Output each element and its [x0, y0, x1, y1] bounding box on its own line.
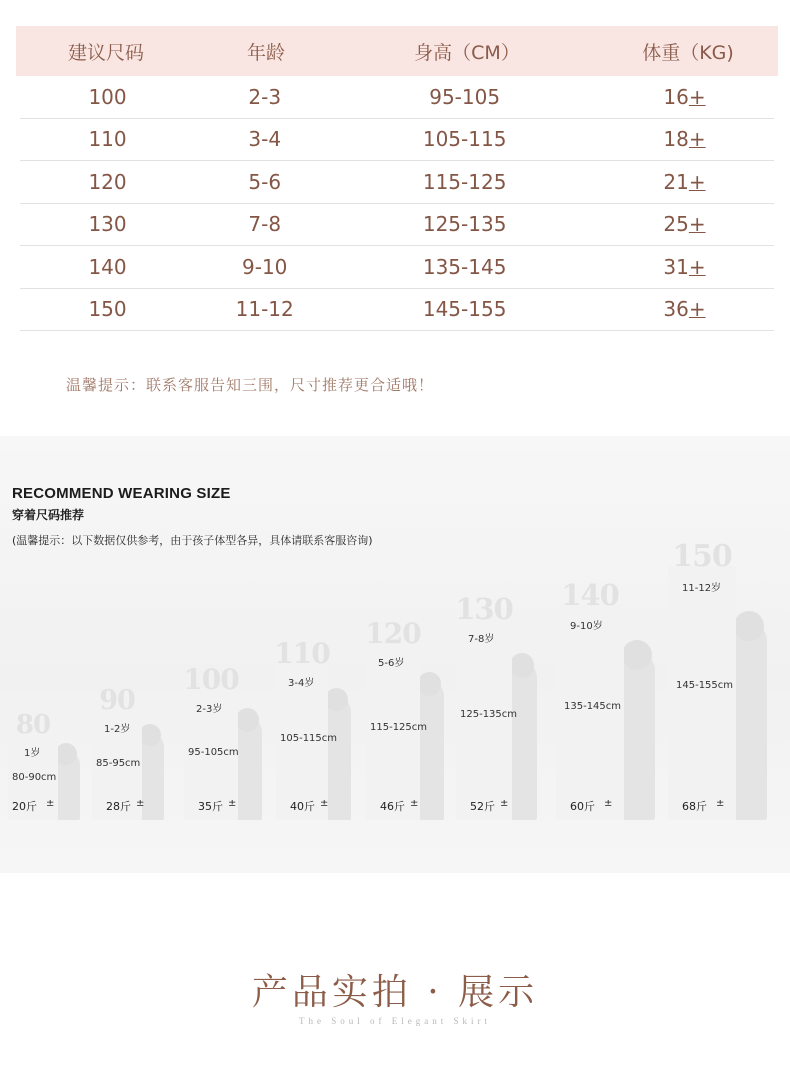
- child-silhouette-head: [510, 653, 535, 678]
- size-table-body: [20, 76, 774, 331]
- size-weight-plusminus: ±: [500, 798, 509, 809]
- cell-weight: [595, 297, 774, 321]
- showcase-subtitle: The Soul of Elegant Skirt: [299, 1016, 491, 1026]
- cell-size: 140: [88, 254, 127, 279]
- cell-age: 2-3: [248, 84, 282, 109]
- weight-plusminus: +: [688, 127, 706, 152]
- size-number: 110: [274, 637, 330, 670]
- cell-height: 145-155: [422, 297, 507, 322]
- weight-value: 18: [663, 127, 689, 152]
- header-height: 身高（CM）: [414, 41, 520, 64]
- size-table-row: [20, 204, 774, 247]
- cell-size: 110: [88, 127, 127, 152]
- size-number: 120: [365, 617, 421, 650]
- recommend-title: RECOMMEND WEARING SIZE: [12, 485, 231, 502]
- size-weight: 28斤: [106, 800, 131, 813]
- size-table-row: [20, 161, 774, 204]
- size-height: 125-135cm: [460, 709, 518, 720]
- cell-size: 150: [88, 297, 127, 322]
- size-height: 80-90cm: [12, 772, 57, 783]
- header-weight: 体重（KG): [642, 41, 734, 64]
- size-weight: 60斤: [570, 800, 595, 813]
- cell-age: 11-12: [235, 297, 294, 322]
- cell-height: 135-145: [422, 254, 507, 279]
- size-age: 2-3岁: [196, 704, 223, 715]
- size-age: 11-12岁: [682, 583, 722, 594]
- cell-size: 130: [88, 212, 127, 237]
- size-table-row: [20, 289, 774, 332]
- size-weight-plusminus: ±: [136, 798, 145, 809]
- weight-value: 25: [663, 212, 689, 237]
- weight-plusminus: +: [688, 84, 706, 109]
- weight-value: 21: [663, 169, 689, 194]
- size-card: [556, 604, 624, 820]
- size-tip: 温馨提示：联系客服告知三围，尺寸推荐更合适哦！: [66, 376, 435, 394]
- size-age: 1-2岁: [104, 724, 131, 735]
- weight-value: 36: [663, 297, 689, 322]
- weight-plusminus: +: [688, 169, 706, 194]
- size-weight: 68斤: [682, 800, 707, 813]
- size-height: 95-105cm: [188, 747, 239, 758]
- recommend-section: [0, 436, 790, 873]
- size-number: 80: [15, 710, 51, 740]
- cell-age: 7-8: [248, 212, 282, 237]
- size-weight: 46斤: [380, 800, 405, 813]
- size-height: 115-125cm: [370, 722, 428, 733]
- size-age: 5-6岁: [378, 658, 405, 669]
- size-weight-plusminus: ±: [320, 798, 329, 809]
- cell-height: 95-105: [429, 84, 501, 109]
- recommend-note: (温馨提示：以下数据仅供参考，由于孩子体型各异，具体请联系客服咨询): [12, 534, 373, 547]
- size-table-row: [20, 76, 774, 119]
- size-weight-plusminus: ±: [410, 798, 419, 809]
- size-number: 150: [672, 539, 732, 574]
- size-age: 1岁: [24, 748, 41, 759]
- cell-weight: [595, 255, 774, 279]
- size-weight-plusminus: ±: [46, 798, 55, 809]
- size-height: 145-155cm: [676, 680, 734, 691]
- size-number: 100: [183, 663, 239, 696]
- size-height: 105-115cm: [280, 733, 338, 744]
- size-weight-plusminus: ±: [604, 798, 613, 809]
- size-weight-plusminus: ±: [228, 798, 237, 809]
- weight-plusminus: +: [688, 297, 706, 322]
- weight-plusminus: +: [688, 254, 706, 279]
- size-age: 9-10岁: [570, 621, 603, 632]
- size-card: [668, 566, 736, 820]
- size-weight: 40斤: [290, 800, 315, 813]
- weight-plusminus: +: [688, 212, 706, 237]
- size-weight: 35斤: [198, 800, 223, 813]
- cell-size: 120: [88, 169, 127, 194]
- cell-weight: [595, 85, 774, 109]
- size-age: 3-4岁: [288, 678, 315, 689]
- child-silhouette-head: [236, 708, 260, 732]
- cell-height: 125-135: [422, 212, 507, 237]
- cell-age: 3-4: [248, 127, 282, 152]
- size-height: 135-145cm: [564, 701, 622, 712]
- size-weight-plusminus: ±: [716, 798, 725, 809]
- showcase-title: 产品实拍 · 展示: [251, 972, 539, 1013]
- cell-age: 9-10: [242, 254, 288, 279]
- size-height: 85-95cm: [96, 758, 141, 769]
- size-number: 90: [99, 685, 135, 716]
- cell-age: 5-6: [248, 169, 282, 194]
- weight-value: 31: [663, 254, 689, 279]
- size-table: [16, 26, 778, 331]
- size-weight: 20斤: [12, 800, 37, 813]
- weight-value: 16: [663, 84, 689, 109]
- header-size: 建议尺码: [67, 41, 144, 64]
- child-silhouette-head: [418, 672, 442, 696]
- cell-weight: [595, 127, 774, 151]
- size-number: 130: [455, 592, 513, 626]
- cell-size: 100: [88, 84, 127, 109]
- size-number: 140: [561, 578, 619, 612]
- cell-height: 115-125: [422, 169, 507, 194]
- size-weight: 52斤: [470, 800, 495, 813]
- size-table-row: [20, 119, 774, 162]
- cell-weight: [595, 212, 774, 236]
- cell-height: 105-115: [422, 127, 507, 152]
- recommend-subtitle: 穿着尺码推荐: [12, 508, 85, 522]
- cell-weight: [595, 170, 774, 194]
- child-silhouette-head: [734, 611, 764, 641]
- size-table-header: [16, 26, 778, 76]
- size-age: 7-8岁: [468, 634, 495, 645]
- size-table-row: [20, 246, 774, 289]
- header-age: 年龄: [246, 41, 285, 64]
